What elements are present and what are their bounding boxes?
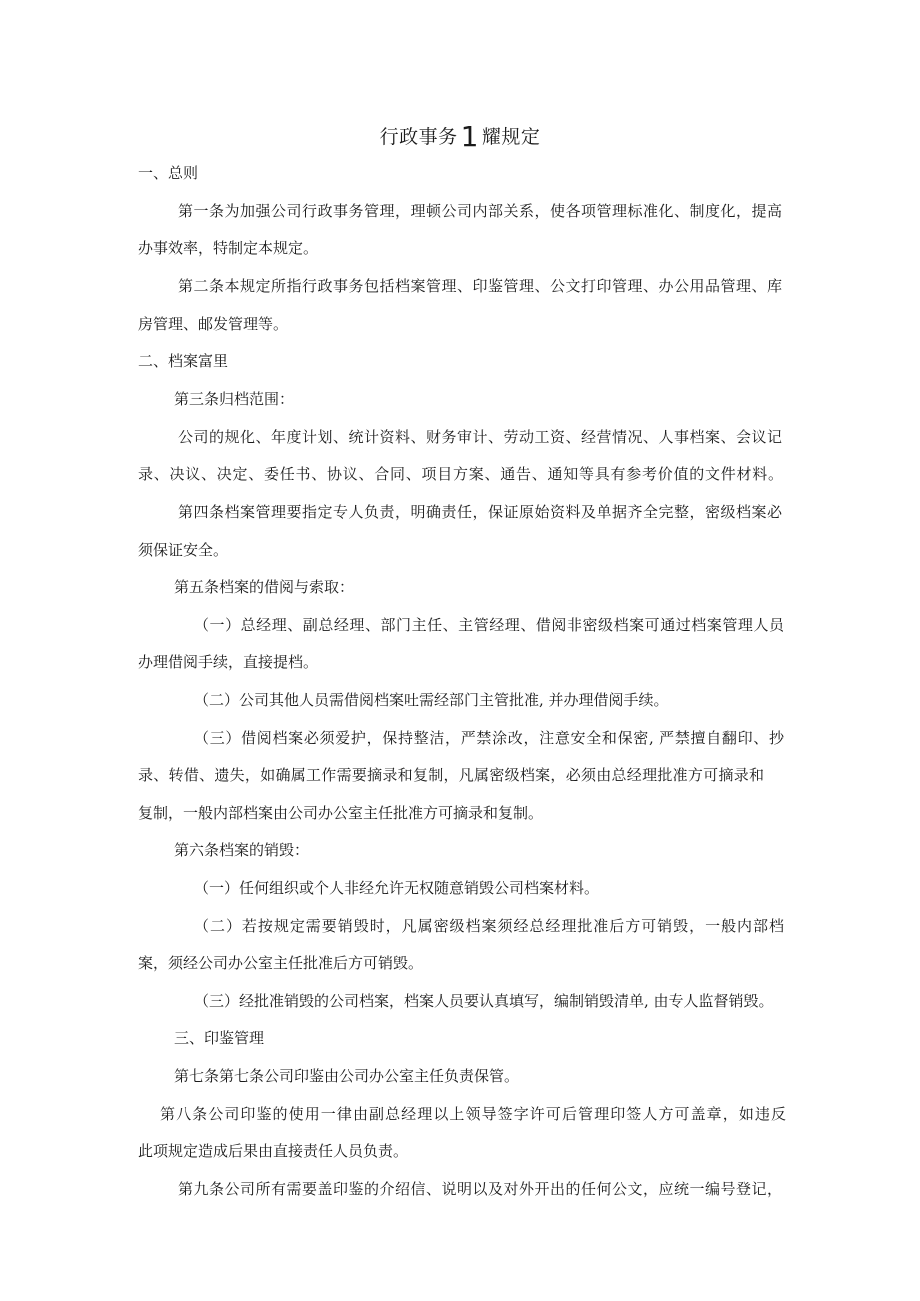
title-number: 1 <box>460 120 479 153</box>
article-5-item-2: （二）公司其他人员需借阅档案吐需经部门主管批准, 并办理借阅手续。 <box>194 691 669 709</box>
article-8-line-2: 此项规定造成后果由直接责任人员负责。 <box>138 1142 409 1160</box>
archive-scope-line-1: 公司的规化、年度计划、统计资料、财务审计、劳动工资、经营情况、人事档案、会议记 <box>178 428 782 446</box>
article-6-item-1: （一）任何组织或个人非经允许无权随意销毁公司档案材料。 <box>194 879 600 897</box>
article-5-item-3-line-3: 复制，一般内部档案由公司办公室主任批准方可摘录和复制。 <box>138 804 544 822</box>
article-6-item-2-line-2: 案，须经公司办公室主任批准后方可销毁。 <box>138 954 424 972</box>
article-1-line-1: 第一条为加强公司行政事务管理，理顿公司内部关系，使各项管理标准化、制度化，提高 <box>178 202 782 220</box>
title-suffix: 耀规定 <box>481 126 541 148</box>
article-5-item-3-line-1: （三）借阅档案必须爱护，保持整洁，严禁涂改，注意安全和保密, 严禁擅自翻印、抄 <box>194 729 784 747</box>
article-3-heading: 第三条归档范围： <box>174 390 295 408</box>
section-heading-archives: 二、档案富里 <box>138 352 229 370</box>
section-heading-general: 一、总则 <box>138 164 199 182</box>
article-5-item-1-line-1: （一）总经理、副总经理、部门主任、主管经理、借阅非密级档案可通过档案管理人员 <box>194 616 784 634</box>
article-5-item-3-line-2: 录、转借、遗失，如确属工作需要摘录和复制，凡属密级档案，必须由总经理批准方可摘录和 <box>138 766 764 784</box>
section-heading-seals: 三、印鉴管理 <box>174 1029 265 1047</box>
article-2-line-1: 第二条本规定所指行政事务包括档案管理、印鉴管理、公文打印管理、办公用品管理、库 <box>178 277 782 295</box>
article-5-item-1-line-2: 办理借阅手续，直接提档。 <box>138 653 319 671</box>
article-9-line-1: 第九条公司所有需要盖印鉴的介绍信、说明以及对外开出的任何公文，应统一编号登记， <box>178 1180 782 1198</box>
title-prefix: 行政事务 <box>379 126 458 148</box>
article-6-item-2-line-1: （二）若按规定需要销毁时，凡属密级档案须经总经理批准后方可销毁，一般内部档 <box>194 917 784 935</box>
article-4-line-2: 须保证安全。 <box>138 541 229 559</box>
article-8-line-1: 第八条公司印鉴的使用一律由副总经理以上领导签字许可后管理印签人方可盖章，如违反 <box>160 1105 786 1123</box>
archive-scope-line-2: 录、决议、决定、委任书、协议、合同、项目方案、通告、通知等具有参考价值的文件材料。 <box>138 465 783 483</box>
page-title <box>0 120 920 153</box>
article-2-line-2: 房管理、邮发管理等。 <box>138 315 289 333</box>
article-1-line-2: 办事效率，特制定本规定。 <box>138 239 319 257</box>
article-6-heading: 第六条档案的销毁： <box>174 841 310 859</box>
article-6-item-3: （三）经批准销毁的公司档案，档案人员要认真填写，编制销毁清单, 由专人监督销毁。 <box>194 992 774 1010</box>
article-4-line-1: 第四条档案管理要指定专人负责，明确责任，保证原始资料及单据齐全完整，密级档案必 <box>178 503 782 521</box>
article-7: 第七条第七条公司印鉴由公司办公室主任负责保管。 <box>174 1067 520 1085</box>
article-5-heading: 第五条档案的借阅与索取： <box>174 578 355 596</box>
